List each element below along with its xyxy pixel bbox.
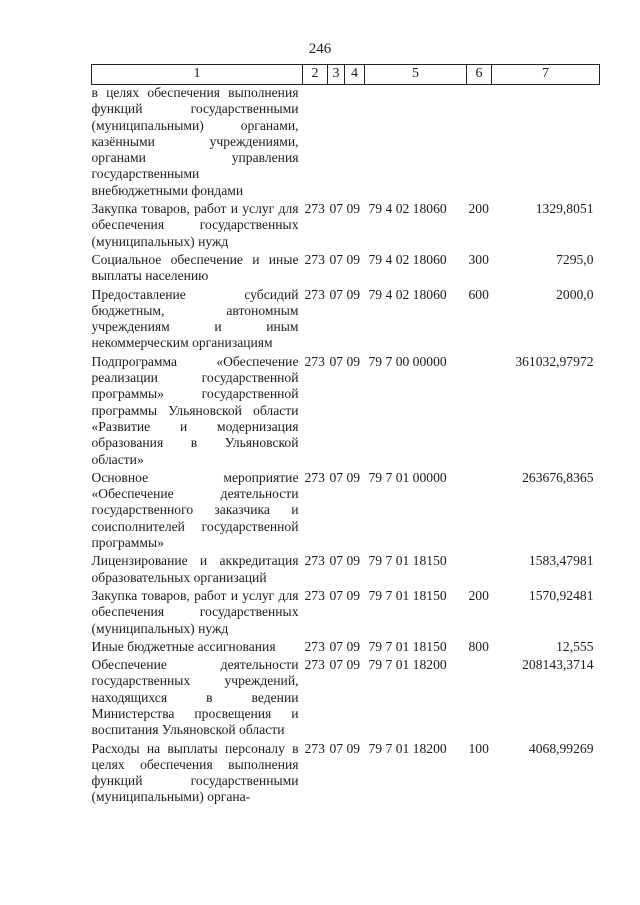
- row-amount: 7295,0: [556, 251, 594, 267]
- row-code-5: 79 4 02 18060: [368, 286, 447, 302]
- header-col-4: 4: [345, 65, 365, 85]
- row-amount: 12,555: [556, 638, 594, 654]
- table-row: [92, 553, 600, 588]
- table-row: [92, 639, 600, 657]
- table-header-row: [92, 65, 600, 85]
- row-name: Иные бюджетные ассигнования: [91, 638, 276, 654]
- row-code-6: 800: [468, 638, 489, 654]
- row-name: Закупка товаров, работ и услуг для обеспечения государственных (муниципальных) нужд: [91, 587, 299, 636]
- row-code-6: 200: [468, 587, 489, 603]
- row-code-2: 273: [304, 587, 325, 603]
- row-code-2: 273: [304, 657, 325, 673]
- table-row: [92, 201, 600, 252]
- row-code-3: 07: [329, 251, 344, 267]
- table-row: [92, 657, 600, 740]
- row-code-6: 600: [468, 286, 489, 302]
- header-col-3: 3: [328, 65, 345, 85]
- table-row: [92, 85, 600, 202]
- row-code-3: 07: [329, 201, 344, 217]
- row-name: Основное мероприятие «Обеспечение деятельности государственного заказчика и соисполнителей государственной программы»: [91, 469, 299, 551]
- row-name: Расходы на выплаты персоналу в целях обеспечения выполнения функций государственными (муниципальными) органа-: [91, 740, 299, 805]
- row-code-5: 79 7 01 18150: [368, 587, 447, 603]
- header-col-5: 5: [365, 65, 467, 85]
- row-code-2: 273: [304, 286, 325, 302]
- row-name: Обеспечение деятельности государственных учреждений, находящихся в ведении Министерства просвещения и воспитания Ульяновской области: [91, 657, 299, 738]
- budget-table: [91, 64, 600, 806]
- row-name: Подпрограмма «Обеспечение реализации государственной программы» государственной программы Ульяновской области «Развитие и модернизация образования в Ульяновской области»: [91, 353, 299, 467]
- row-code-3: 07: [329, 657, 344, 673]
- row-code-5: 79 4 02 18060: [368, 201, 447, 217]
- table-row: [92, 354, 600, 470]
- row-code-4: 09: [346, 638, 361, 654]
- row-code-5: 79 7 01 18200: [368, 657, 447, 673]
- row-code-2: 273: [304, 201, 325, 217]
- row-amount: 361032,97972: [515, 353, 594, 369]
- row-amount: 1570,92481: [528, 587, 594, 603]
- row-code-3: 07: [329, 286, 344, 302]
- row-amount: [492, 85, 600, 202]
- row-code-5: 79 4 02 18060: [368, 251, 447, 267]
- row-name: Социальное обеспечение и иные выплаты населению: [91, 251, 299, 284]
- row-code-4: [345, 85, 365, 202]
- row-code-2: [303, 85, 328, 202]
- row-code-2: 273: [304, 251, 325, 267]
- row-code-3: 07: [329, 553, 344, 569]
- row-code-4: 09: [346, 353, 361, 369]
- row-name: Закупка товаров, работ и услуг для обеспечения государственных (муниципальных) нужд: [91, 201, 299, 249]
- row-code-6: [467, 553, 492, 588]
- row-code-6: [467, 354, 492, 470]
- header-col-2: 2: [303, 65, 328, 85]
- table-row: [92, 741, 600, 806]
- row-code-6: 200: [468, 201, 489, 217]
- row-code-2: 273: [304, 553, 325, 569]
- row-code-4: 09: [346, 469, 361, 485]
- row-code-4: 09: [346, 251, 361, 267]
- row-code-6: [467, 470, 492, 553]
- table-row: [92, 588, 600, 639]
- row-code-5: 79 7 01 00000: [368, 469, 447, 485]
- row-amount: 4068,99269: [528, 740, 594, 756]
- row-code-4: 09: [346, 587, 361, 603]
- row-code-5: [365, 85, 467, 202]
- header-col-7: 7: [492, 65, 600, 85]
- row-name: в целях обеспечения выполнения функций государственными (муниципальными) органами, казёнными учреждениями, органами управления государственными внебюджетными фондами: [91, 85, 299, 198]
- row-name: Предоставление субсидий бюджетным, автономным учреждениям и иным некоммерческим организациям: [91, 286, 299, 351]
- table-row: [92, 470, 600, 553]
- row-amount: 1583,47981: [528, 553, 594, 569]
- row-code-5: 79 7 01 18150: [368, 638, 447, 654]
- row-amount: 2000,0: [556, 286, 594, 302]
- row-code-6: 300: [468, 251, 489, 267]
- row-code-6: [467, 85, 492, 202]
- row-code-5: 79 7 01 18150: [368, 553, 447, 569]
- row-amount: 263676,8365: [522, 469, 594, 485]
- row-code-3: 07: [329, 353, 344, 369]
- row-code-6: 100: [468, 740, 489, 756]
- row-code-2: 273: [304, 740, 325, 756]
- row-code-5: 79 7 00 00000: [368, 353, 447, 369]
- row-amount: 1329,8051: [535, 201, 594, 217]
- row-name: Лицензирование и аккредитация образовательных организаций: [91, 553, 299, 585]
- row-amount: 208143,3714: [522, 657, 594, 673]
- row-code-3: 07: [329, 638, 344, 654]
- row-code-3: 07: [329, 740, 344, 756]
- row-code-6: [467, 657, 492, 740]
- row-code-3: 07: [329, 587, 344, 603]
- row-code-4: 09: [346, 553, 361, 569]
- table-row: [92, 287, 600, 354]
- row-code-2: 273: [304, 638, 325, 654]
- header-col-1: 1: [92, 65, 303, 85]
- page-number: 246: [308, 41, 332, 57]
- header-col-6: 6: [467, 65, 492, 85]
- row-code-4: 09: [346, 657, 361, 673]
- row-code-2: 273: [304, 353, 325, 369]
- row-code-5: 79 7 01 18200: [368, 740, 447, 756]
- row-code-2: 273: [304, 469, 325, 485]
- row-code-4: 09: [346, 286, 361, 302]
- row-code-3: [328, 85, 345, 202]
- row-code-4: 09: [346, 740, 361, 756]
- table-row: [92, 252, 600, 287]
- row-code-3: 07: [329, 469, 344, 485]
- row-code-4: 09: [346, 201, 361, 217]
